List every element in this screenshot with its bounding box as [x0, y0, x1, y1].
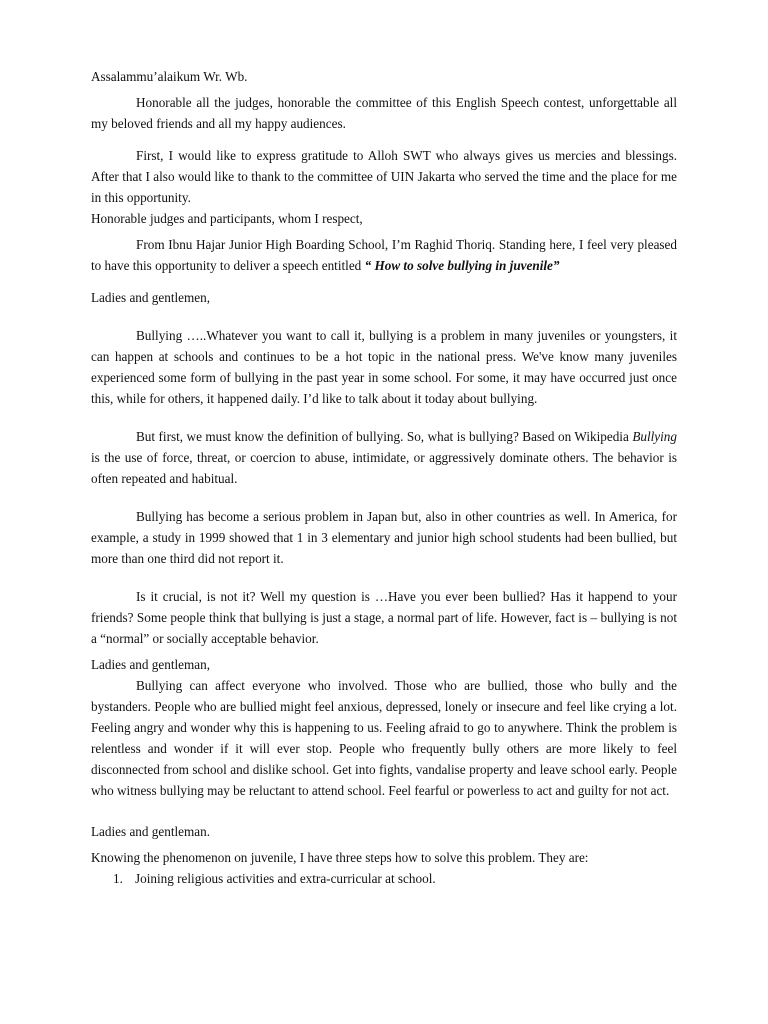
paragraph-japan: Bullying has become a serious problem in Japan but, also in other countries as well. In America, for example, a study in 1999 showed that 1 in 3 elementary and junior high school students had been bullied, but more than one third did not report it. — [91, 509, 677, 566]
definition-term: Bullying — [632, 429, 677, 444]
paragraph-steps: Knowing the phenomenon on juvenile, I have three steps how to solve this problem. They are: — [91, 850, 589, 865]
speech-title: “ How to solve bullying in juvenile” — [364, 258, 560, 273]
definition-text-a: But first, we must know the definition of bullying. So, what is bullying? Based on Wikipedia — [136, 429, 633, 444]
paragraph-affect: Bullying can affect everyone who involved. Those who are bullied, those who bully and the bystanders. People who are bullied might feel anxious, depressed, lonely or insecure and feel like crying a lot. Feeling angry and wonder why this is happening to us. Feeling afraid to go to anywhere. Think the problem is relentless and wonder if it will ever stop. People who frequently bully others are more likely to feel disconnected from school and dislike school. Get into fights, vandalise property and leave school early. People who witness bullying may be reluctant to attend school. Feel fearful or powerless to act and guilty for not act. — [91, 678, 677, 798]
intro-text: From Ibnu Hajar Junior High Boarding School, I’m Raghid Thoriq. Standing here, I feel very pleased to have this opportunity to deliver a speech entitled — [91, 237, 677, 273]
paragraph-bullying: Bullying …..Whatever you want to call it, bullying is a problem in many juveniles or youngsters, it can happen at schools and continues to be a hot topic in the national press. We've know many juveniles experienced some form of bullying in the past year in some school. For some, it may have occurred just once this, while for others, it happened daily. I’d like to talk about it today about bullying. — [91, 328, 677, 406]
paragraph-honorable: Honorable all the judges, honorable the committee of this English Speech contest, unforgettable all my beloved friends and all my happy audiences. — [91, 95, 677, 131]
list-number: 1. — [113, 871, 123, 886]
list-text: Joining religious activities and extra-curricular at school. — [135, 871, 436, 886]
paragraph-crucial: Is it crucial, is not it? Well my question is …Have you ever been bullied? Has it happend to your friends? Some people think that bullying is just a stage, a normal part of life. However, fact is – bullying is not a “normal” or socially acceptable behavior. — [91, 589, 677, 646]
paragraph-definition — [91, 426, 677, 489]
paragraph-introduction — [91, 234, 677, 276]
greeting: Assalammu’alaikum Wr. Wb. — [91, 69, 248, 84]
list-item — [91, 868, 677, 889]
speech-document — [91, 66, 677, 889]
address-ladies-gentleman: Ladies and gentleman, — [91, 657, 211, 672]
definition-text-b: is the use of force, threat, or coercion to abuse, intimidate, or aggressively dominate others. The behavior is often repeated and habitual. — [91, 450, 677, 486]
address-ladies-gentlemen: Ladies and gentlemen, — [91, 290, 211, 305]
paragraph-gratitude: First, I would like to express gratitude to Alloh SWT who always gives us mercies and blessings. After that I also would like to thank to the committee of UIN Jakarta who served the time and the place for me in this opportunity. — [91, 148, 677, 205]
address-ladies-gentleman-2: Ladies and gentleman. — [91, 824, 211, 839]
address-judges: Honorable judges and participants, whom I respect, — [91, 211, 363, 226]
